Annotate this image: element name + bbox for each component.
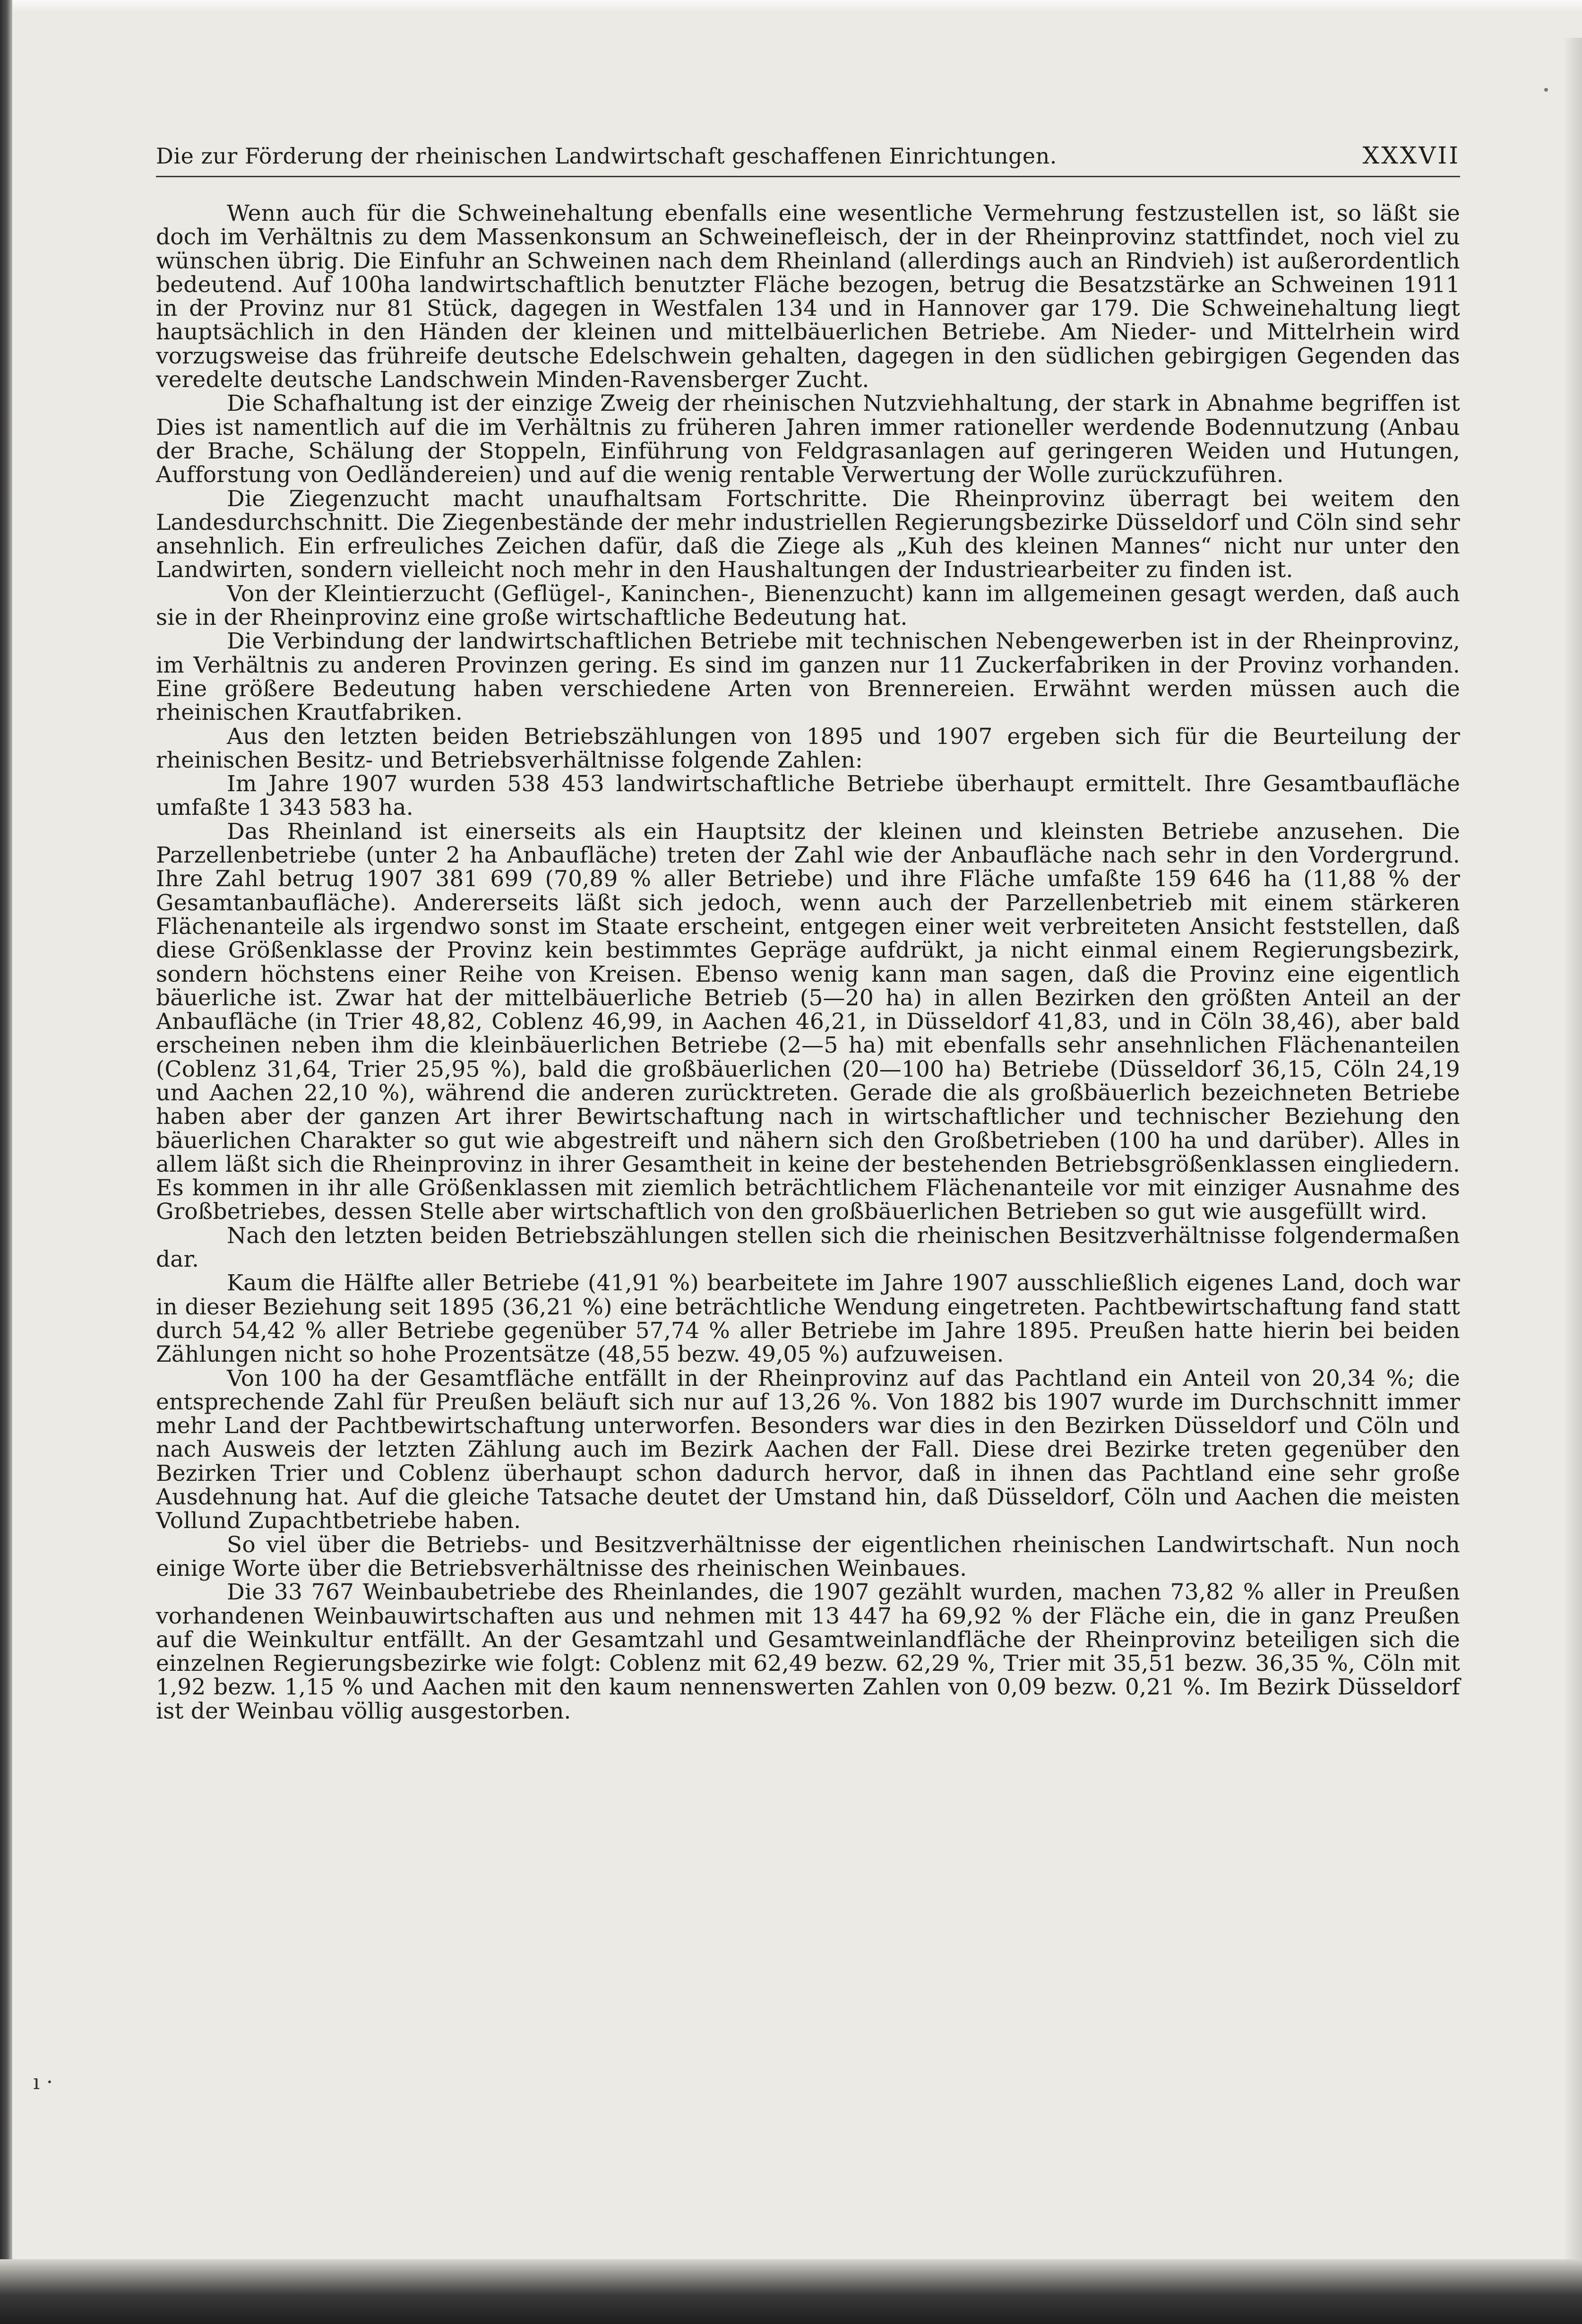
paragraph-jahr-1907: Im Jahre 1907 wurden 538 453 landwirtschaftliche Betriebe überhaupt ermittelt. Ihre Gesamtbaufläche umfaßte 1 343 583 ha.: [156, 771, 1460, 821]
paragraph-besitzverhaeltnisse-intro: Nach den letzten beiden Betriebszählungen stellen sich die rheinischen Besitzverhältnisse folgendermaßen dar.: [156, 1222, 1460, 1273]
running-head: [156, 142, 1460, 177]
paragraph-weinbau-intro: So viel über die Betriebs- und Besitzverhältnisse der eigentlichen rheinischen Landwirtschaft. Nun noch einige Worte über die Betriebsverhältnisse des rheinischen Weinbaues.: [156, 1531, 1460, 1581]
paragraph-betriebszaehlungen: Aus den letzten beiden Betriebszählungen von 1895 und 1907 ergeben sich für die Beurteilung der rheinischen Besitz- und Betriebsverhältnisse folgende Zahlen:: [156, 723, 1460, 773]
margin-mark: ı ·: [33, 2070, 53, 2094]
paragraph-schafhaltung: Die Schafhaltung ist der einzige Zweig der rheinischen Nutzviehhaltung, der stark in Abnahme begriffen ist Dies ist namentlich auf die im Verhältnis zu früheren Jahren immer rationeller werdende Bodennutzung (Anbau der Brache, Schälung der Stoppeln, Einführung von Feldgrasanlagen auf geringeren Weiden und Hutungen, Aufforstung von Oedländereien) und auf die wenig rentable Verwertung der Wolle zurückzuführen.: [156, 390, 1460, 488]
paragraph-pachtland: Von 100 ha der Gesamtfläche entfällt in der Rheinprovinz auf das Pachtland ein Anteil von 20,34 %; die entsprechende Zahl für Preußen beläuft sich nur auf 13,26 %. Von 1882 bis 1907 wurde im Durchschnitt immer mehr Land der Pachtbewirtschaftung unterworfen. Besonders war dies in den Bezirken Düsseldorf und Cöln und nach Ausweis der letzten Zählung auch im Bezirk Aachen der Fall. Diese drei Bezirke treten gegenüber den Bezirken Trier und Coblenz überhaupt schon dadurch hervor, daß in ihnen das Pachtland eine sehr große Ausdehnung hat. Auf die gleiche Tatsache deutet der Umstand hin, daß Düsseldorf, Cöln und Aachen die meisten Vollund Zupachtbetriebe haben.: [156, 1365, 1460, 1534]
book-binding-shadow: [0, 0, 12, 2324]
paragraph-ziegenzucht: Die Ziegenzucht macht unaufhaltsam Fortschritte. Die Rheinprovinz überragt bei weitem den Landesdurchschnitt. Die Ziegenbestände der mehr industriellen Regierungsbezirke Düsseldorf und Cöln sind sehr ansehnlich. Ein erfreuliches Zeichen dafür, daß die Ziege als „Kuh des kleinen Mannes“ nicht nur unter den Landwirten, sondern vielleicht noch mehr in den Haushaltungen der Industriearbeiter zu finden ist.: [156, 485, 1460, 583]
scan-edge-top: [0, 0, 1582, 11]
book-page: [156, 142, 1460, 1723]
running-head-title: Die zur Förderung der rheinischen Landwirtschaft geschaffenen Einrichtungen.: [156, 143, 1057, 169]
paragraph-nebengewerbe: Die Verbindung der landwirtschaftlichen Betriebe mit technischen Nebengewerben ist in der Rheinprovinz, im Verhältnis zu anderen Provinzen gering. Es sind im ganzen nur 11 Zuckerfabriken in der Provinz vorhanden. Eine größere Bedeutung haben verschiedene Arten von Brennereien. Erwähnt werden müssen auch die rheinischen Krautfabriken.: [156, 628, 1460, 726]
paragraph-kleintierzucht: Von der Kleintierzucht (Geflügel-, Kaninchen-, Bienenzucht) kann im allgemeinen gesagt werden, daß auch sie in der Rheinprovinz eine große wirtschaftliche Bedeutung hat.: [156, 580, 1460, 631]
paragraph-betriebsgroessen: Das Rheinland ist einerseits als ein Hauptsitz der kleinen und kleinsten Betriebe anzusehen. Die Parzellenbetriebe (unter 2 ha Anbaufläche) treten der Zahl wie der Anbaufläche nach sehr in den Vordergrund. Ihre Zahl betrug 1907 381 699 (70,89 % aller Betriebe) und ihre Fläche umfaßte 159 646 ha (11,88 % der Gesamtanbaufläche). Andererseits läßt sich jedoch, wenn auch der Parzellenbetrieb mit einem stärkeren Flächenanteile als irgendwo sonst im Staate erscheint, entgegen einer weit verbreiteten Ansicht feststellen, daß diese Größenklasse der Provinz kein bestimmtes Gepräge aufdrükt, ja nicht einmal einem Regierungsbezirk, sondern höchstens einer Reihe von Kreisen. Ebenso wenig kann man sagen, daß die Provinz eine eigentlich bäuerliche ist. Zwar hat der mittelbäuerliche Betrieb (5—20 ha) in allen Bezirken den größten Anteil an der Anbaufläche (in Trier 48,82, Coblenz 46,99, in Aachen 46,21, in Düsseldorf 41,83, und in Cöln 38,46), aber bald erscheinen neben ihm die kleinbäuerlichen Betriebe (2—5 ha) mit ebenfalls sehr ansehnlichen Flächenanteilen (Coblenz 31,64, Trier 25,95 %), bald die großbäuerlichen (20—100 ha) Betriebe (Düsseldorf 36,15, Cöln 24,19 und Aachen 22,10 %), während die anderen zurücktreten. Gerade die als großbäuerlich bezeichneten Betriebe haben aber der ganzen Art ihrer Bewirtschaftung nach in wirtschaftlicher und technischer Beziehung den bäuerlichen Charakter so gut wie abgestreift und nähern sich den Großbetrieben (100 ha und darüber). Alles in allem läßt sich die Rheinprovinz in ihrer Gesamtheit in keine der bestehenden Betriebsgrößenklassen eingliedern. Es kommen in ihr alle Größenklassen mit ziemlich beträchtlichem Flächenanteile vor mit einziger Ausnahme des Großbetriebes, dessen Stelle aber wirtschaftlich von den großbäuerlichen Betrieben so gut wie ausgefüllt wird.: [156, 818, 1460, 1225]
scan-edge-right: [1563, 38, 1582, 2259]
body-text: [156, 202, 1460, 1723]
paragraph-weinbaubetriebe: Die 33 767 Weinbaubetriebe des Rheinlandes, die 1907 gezählt wurden, machen 73,82 % aller in Preußen vorhandenen Weinbauwirtschaften aus und nehmen mit 13 447 ha 69,92 % der Fläche ein, die in ganz Preußen auf die Weinkultur entfällt. An der Gesamtzahl und Gesamtweinlandfläche der Rheinprovinz beteiligen sich die einzelnen Regierungsbezirke wie folgt: Coblenz mit 62,49 bezw. 62,29 %, Trier mit 35,51 bezw. 36,35 %, Cöln mit 1,92 bezw. 1,15 % und Aachen mit den kaum nennenswerten Zahlen von 0,09 bezw. 0,21 %. Im Bezirk Düsseldorf ist der Weinbau völlig ausgestorben.: [156, 1579, 1460, 1724]
page-number: XXXVII: [1362, 142, 1460, 169]
paragraph-schweinehaltung: Wenn auch für die Schweinehaltung ebenfalls eine wesentliche Vermehrung festzustellen ist, so läßt sie doch im Verhältnis zu dem Massenkonsum an Schweinefleisch, der in der Rheinprovinz stattfindet, noch viel zu wünschen übrig. Die Einfuhr an Schweinen nach dem Rheinland (allerdings auch an Rindvieh) ist außerordentlich bedeutend. Auf 100ha landwirtschaftlich benutzter Fläche bezogen, betrug die Besatzstärke an Schweinen 1911 in der Provinz nur 81 Stück, dagegen in Westfalen 134 und in Hannover gar 179. Die Schweinehaltung liegt hauptsächlich in den Händen der kleinen und mittelbäuerlichen Betriebe. Am Nieder- und Mittelrhein wird vorzugsweise das frühreife deutsche Edelschwein gehalten, dagegen in den südlichen gebirgigen Gegenden das veredelte deutsche Landschwein Minden-Ravensberger Zucht.: [156, 200, 1460, 393]
scan-edge-bottom: [0, 2259, 1582, 2324]
scan-speck: [1544, 88, 1548, 92]
paragraph-eigenes-land: Kaum die Hälfte aller Betriebe (41,91 %) bearbeitete im Jahre 1907 ausschließlich eigenes Land, doch war in dieser Beziehung seit 1895 (36,21 %) eine beträchtliche Wendung eingetreten. Pachtbewirtschaftung fand statt durch 54,42 % aller Betriebe gegenüber 57,74 % aller Betriebe im Jahre 1895. Preußen hatte hierin bei beiden Zählungen nicht so hohe Prozentsätze (48,55 bezw. 49,05 %) aufzuweisen.: [156, 1270, 1460, 1368]
